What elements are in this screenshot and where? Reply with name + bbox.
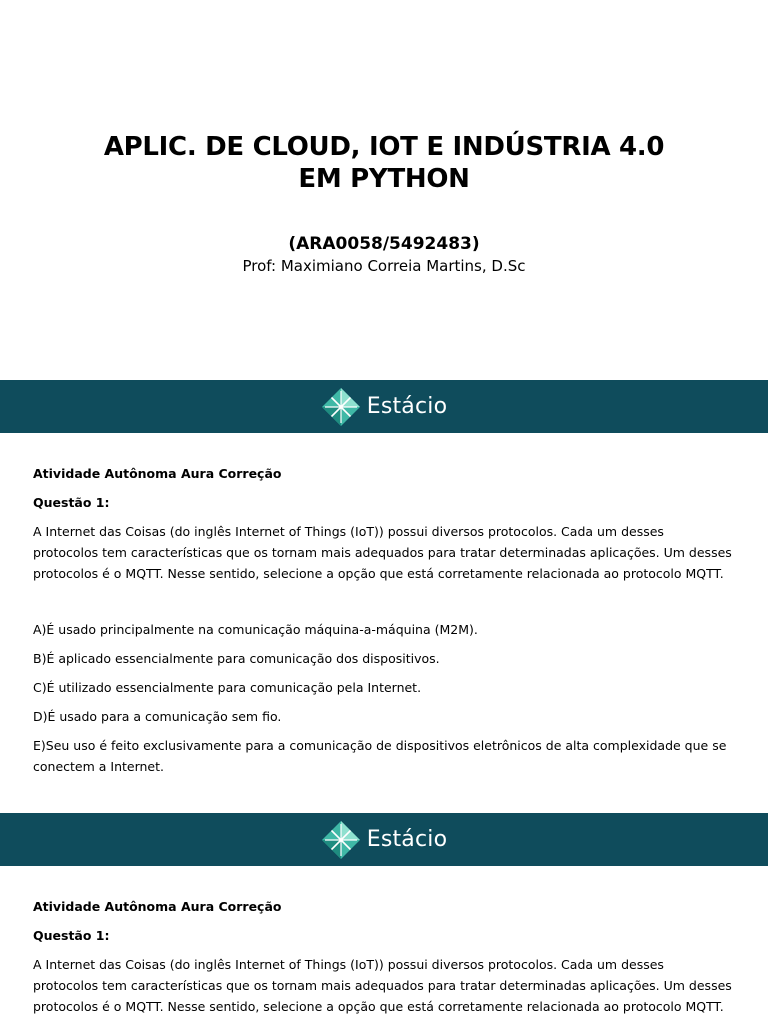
course-title-line-2: EM PYTHON <box>298 164 470 194</box>
question-label: Questão 1: <box>33 928 110 943</box>
option-d: D)É usado para a comunicação sem fio. <box>33 709 282 724</box>
estacio-logo-text: Estácio <box>366 394 448 419</box>
estacio-logo <box>321 820 448 860</box>
activity-section-1 <box>33 463 733 785</box>
course-title <box>0 131 768 195</box>
activity-section-2 <box>33 896 733 1017</box>
question-text: A Internet das Coisas (do inglês Internet of Things (IoT)) possui diversos protocolos. Cada um desses protocolos tem características que os tornam mais adequados para tratar determinadas aplicações. Um desses protocolos é o MQTT. Nesse sentido, selecione a opção que está corretamente relacionada ao protocolo MQTT. <box>33 524 732 581</box>
course-code: (ARA0058/5492483) <box>288 234 480 254</box>
estacio-banner <box>0 813 768 866</box>
estacio-banner <box>0 380 768 433</box>
activity-heading: Atividade Autônoma Aura Correção <box>33 899 282 914</box>
activity-heading: Atividade Autônoma Aura Correção <box>33 466 282 481</box>
estacio-logo-text: Estácio <box>366 827 448 852</box>
answer-options <box>33 619 733 777</box>
question-text: A Internet das Coisas (do inglês Internet of Things (IoT)) possui diversos protocolos. Cada um desses protocolos tem características que os tornam mais adequados para tratar determinadas aplicações. Um desses protocolos é o MQTT. Nesse sentido, selecione a opção que está corretamente relacionada ao protocolo MQTT. <box>33 957 732 1014</box>
question-label: Questão 1: <box>33 495 110 510</box>
estacio-diamond-logo-icon <box>321 820 361 860</box>
estacio-logo <box>321 387 448 427</box>
course-title-line-1: APLIC. DE CLOUD, IOT E INDÚSTRIA 4.0 <box>103 132 665 162</box>
professor-name: Prof: Maximiano Correia Martins, D.Sc <box>242 257 526 275</box>
estacio-diamond-logo-icon <box>321 387 361 427</box>
option-a: A)É usado principalmente na comunicação máquina-a-máquina (M2M). <box>33 622 478 637</box>
option-e: E)Seu uso é feito exclusivamente para a comunicação de dispositivos eletrônicos de alta complexidade que se conectem a Internet. <box>33 738 727 774</box>
option-c: C)É utilizado essencialmente para comunicação pela Internet. <box>33 680 422 695</box>
option-b: B)É aplicado essencialmente para comunicação dos dispositivos. <box>33 651 440 666</box>
cover-page <box>0 0 768 380</box>
